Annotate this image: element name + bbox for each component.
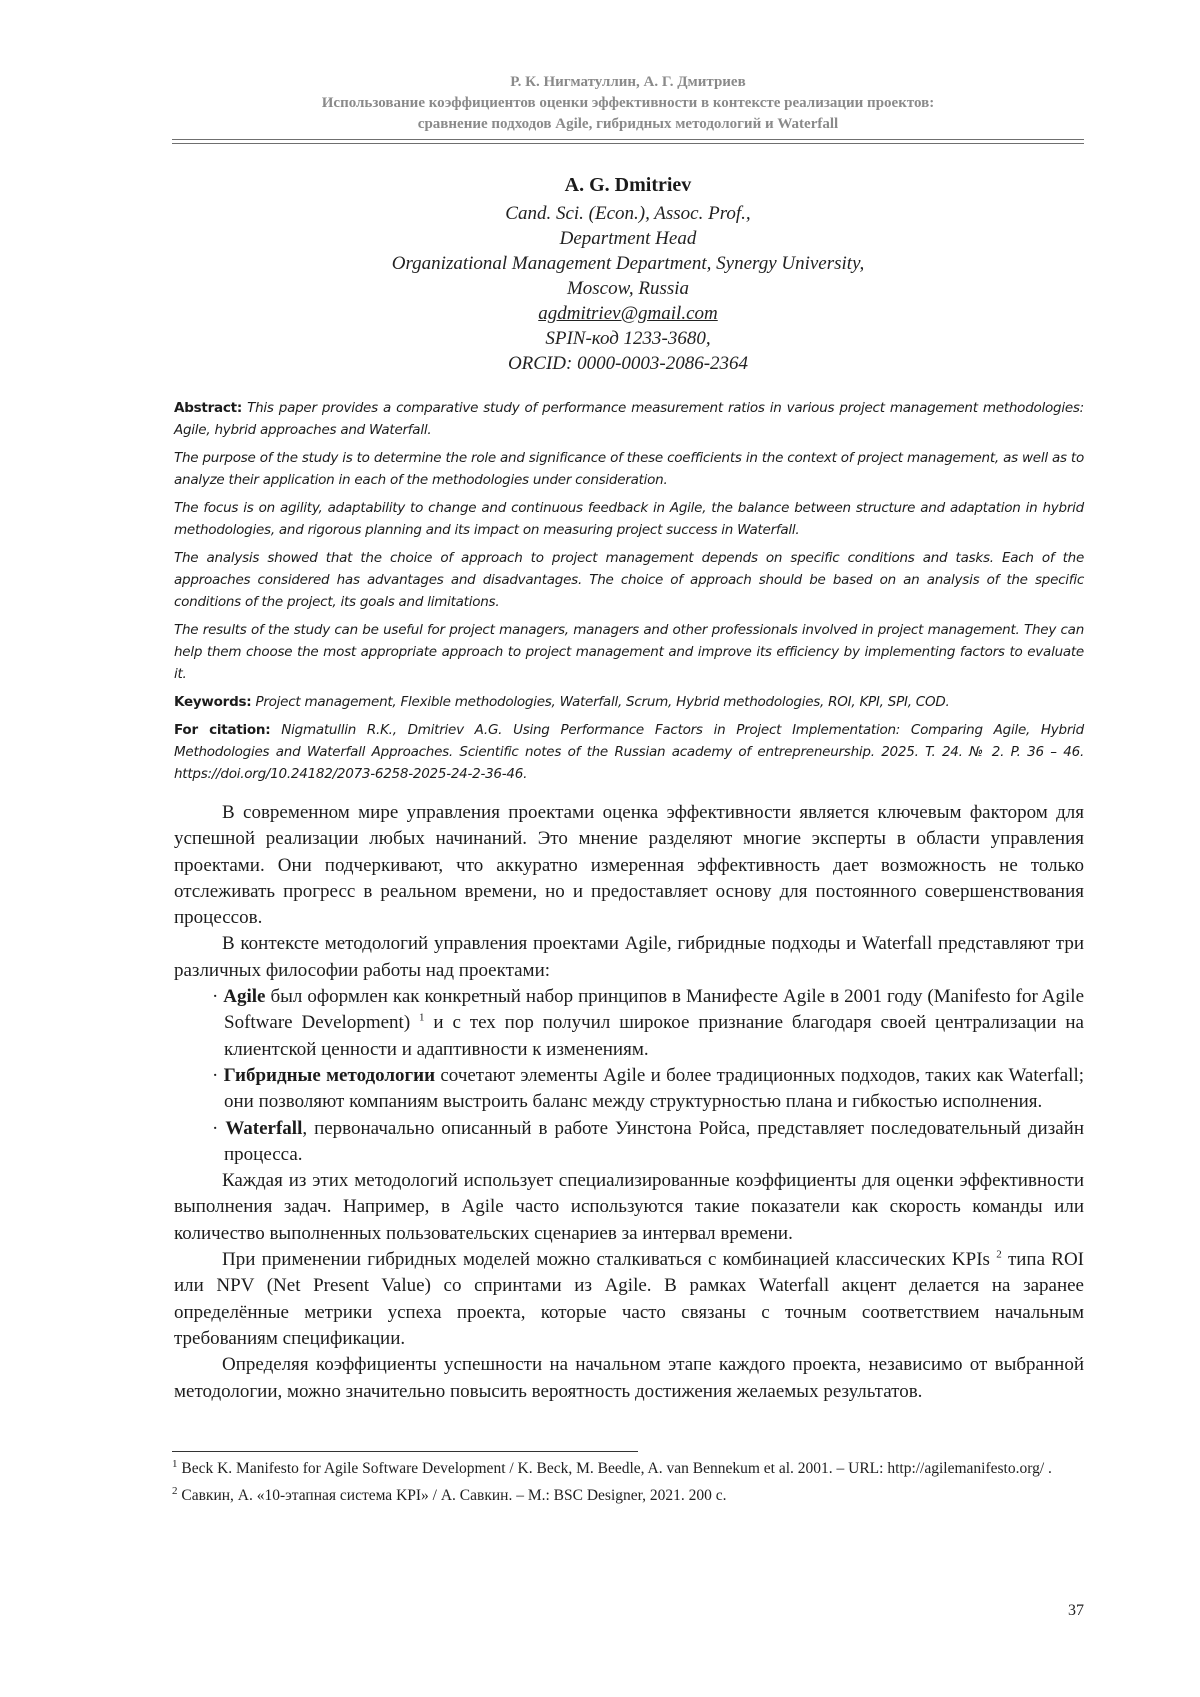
bullet-marker: · (212, 1117, 226, 1139)
keywords-paragraph (174, 691, 1084, 713)
page-number: 37 (1068, 1602, 1084, 1619)
bullet-agile-text-1: был оформлен как конкретный набор принципов в Манифесте Agile в 2001 году (Manifesto for Agile Software Development) (224, 986, 1084, 1034)
citation-text: Nigmatullin R.K., Dmitriev A.G. Using Performance Factors in Project Implementation: Comparing Agile, Hybrid Methodologies and Waterfall Approaches. Scientific notes of the Russian academy of entrepreneurship. 2025. T. 24. № 2. P. 36 – 46. https://doi.org/10.24182/2073-6258-2025-24-2-36-46. (174, 722, 1084, 782)
running-head-authors: Р. К. Нигматуллин, А. Г. Дмитриев (510, 74, 746, 90)
body-p4-text-2: типа ROI или NPV (Net Present Value) со спринтами из Agile. В рамках Waterfall акцент делается на заранее определённые метрики успеха проекта, которые часто связаны с точным соответствием начальным требованиям спецификации. (174, 1249, 1085, 1349)
body-paragraph-2: В контексте методологий управления проектами Agile, гибридные подходы и Waterfall представляют три различных философии работы над проектами: (174, 933, 1084, 981)
footnote-2-number: 2 (172, 1484, 178, 1497)
body-paragraph-3: Каждая из этих методологий использует специализированные коэффициенты для оценки эффективности выполнения задач. Например, в Agile часто используются такие показатели как скорость команды или количество выполненных пользовательских сценариев за интервал времени. (174, 1170, 1084, 1244)
footnote-2-text: Савкин, А. «10-этапная система KPI» / А. Савкин. – М.: BSC Designer, 2021. 200 с. (177, 1487, 727, 1504)
bullet-agile-term: Agile (223, 986, 266, 1008)
footnote-ref-1[interactable]: 1 (419, 1012, 425, 1025)
abstract-paragraph-2: The purpose of the study is to determine the role and significance of these coefficients in the context of project management, as well as to analyze their application in each of the methodologies under consideration. (174, 450, 1084, 488)
body-p4-text-1: При применении гибридных моделей можно сталкиваться с комбинацией классических KPIs (222, 1249, 997, 1271)
author-email-link[interactable]: agdmitriev@gmail.com (538, 303, 718, 324)
running-head (172, 72, 1084, 135)
header-rule-bottom (172, 143, 1084, 144)
abstract-paragraph-5: The results of the study can be useful for project managers, managers and other professionals involved in project management. They can help them choose the most appropriate approach to project management and improve its efficiency by implementing factors to evaluate it. (174, 622, 1084, 682)
author-name: A. G. Dmitriev (564, 174, 692, 196)
citation-label: For citation: (174, 722, 271, 738)
footnote-1-text: Beck K. Manifesto for Agile Software Development / K. Beck, M. Beedle, A. van Bennekum et al. 2001. – URL: http://agilemanifesto.org/ . (177, 1460, 1052, 1477)
footnote-ref-2[interactable]: 2 (996, 1248, 1002, 1261)
abstract-p1-text: This paper provides a comparative study of performance measurement ratios in various project management methodologies: Agile, hybrid approaches and Waterfall. (174, 400, 1084, 438)
keywords-text: Project management, Flexible methodologies, Waterfall, Scrum, Hybrid methodologies, ROI, KPI, SPI, COD. (251, 694, 950, 710)
footnotes (172, 1458, 1084, 1512)
abstract-paragraph-3: The focus is on agility, adaptability to change and continuous feedback in Agile, the balance between structure and adaptation in hybrid methodologies, and rigorous planning and its impact on measuring project success in Waterfall. (174, 500, 1084, 538)
keywords-label: Keywords: (174, 694, 252, 710)
abstract-paragraph-1 (174, 397, 1084, 441)
bullet-hybrid-term: Гибридные методологии (223, 1064, 436, 1086)
running-head-title-line2: сравнение подходов Agile, гибридных методологий и Waterfall (417, 116, 839, 132)
footnote-separator (172, 1451, 638, 1452)
author-degree: Cand. Sci. (Econ.), Assoc. Prof., (505, 203, 751, 224)
header-rule-top (172, 139, 1084, 140)
bullet-marker: · (212, 986, 224, 1008)
citation-paragraph (174, 719, 1084, 785)
bullet-waterfall (174, 1116, 1084, 1169)
main-body-text (174, 800, 1084, 1405)
bullet-agile-text-2: и с тех пор получил широкое признание благодаря своей централизации на клиентской ценности и адаптивности к изменениям. (224, 1012, 1084, 1060)
bullet-hybrid-text: сочетают элементы Agile и более традиционных подходов, таких как Waterfall; они позволяют компаниям выстроить баланс между структурностью плана и гибкостью исполнения. (224, 1064, 1084, 1113)
abstract-block (174, 397, 1084, 791)
author-position: Department Head (559, 228, 697, 249)
author-department: Organizational Management Department, Synergy University, (391, 253, 865, 274)
body-paragraph-1: В современном мире управления проектами оценка эффективности является ключевым фактором для успешной реализации любых начинаний. Это мнение разделяют многие эксперты в области управления проектами. Они подчеркивают, что аккуратно измеренная эффективность дает возможность не только отслеживать прогресс в реальном времени, но и предоставляет основу для постоянного совершенствования процессов. (174, 802, 1084, 929)
running-head-title-line1: Использование коэффициентов оценки эффективности в контексте реализации проектов: (321, 95, 935, 111)
footnote-1 (172, 1458, 1084, 1479)
author-location: Moscow, Russia (566, 278, 690, 299)
bullet-agile (174, 984, 1084, 1063)
bullet-hybrid (174, 1063, 1084, 1116)
body-paragraph-4 (174, 1247, 1084, 1352)
author-block (172, 172, 1084, 376)
author-orcid: ORCID: 0000-0003-2086-2364 (507, 353, 749, 374)
body-paragraph-5: Определяя коэффициенты успешности на начальном этапе каждого проекта, независимо от выбранной методологии, можно значительно повысить вероятность достижения желаемых результатов. (174, 1354, 1084, 1402)
footnote-1-number: 1 (172, 1457, 178, 1470)
footnote-2 (172, 1485, 1084, 1506)
bullet-marker: · (212, 1064, 224, 1086)
author-spin: SPIN-код 1233-3680, (545, 328, 711, 349)
abstract-paragraph-4: The analysis showed that the choice of approach to project management depends on specific conditions and tasks. Each of the approaches considered has advantages and disadvantages. The choice of approach should be based on an analysis of the specific conditions of the project, its goals and limitations. (174, 550, 1084, 610)
bullet-waterfall-term: Waterfall (225, 1117, 303, 1139)
abstract-label: Abstract: (174, 400, 242, 416)
bullet-waterfall-text: , первоначально описанный в работе Уинстона Ройса, представляет последовательный дизайн процесса. (224, 1117, 1084, 1165)
